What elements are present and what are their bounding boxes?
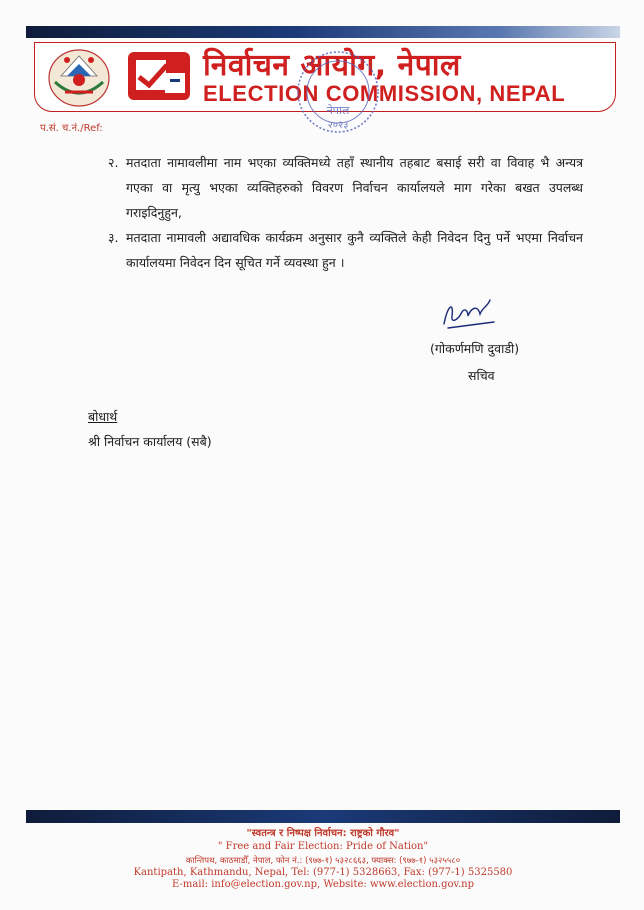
official-seal-stamp xyxy=(290,44,386,140)
footer-motto-english: " Free and Fair Election: Pride of Nation" xyxy=(217,841,429,852)
list-item-number: ३. xyxy=(108,230,119,245)
list-item-number: २. xyxy=(108,155,119,170)
footer-contact: E-mail: info@election.gov.np, Website: www.election.gov.np xyxy=(171,879,475,890)
cc-recipient: श्री निर्वाचन कार्यालय (सबै) xyxy=(88,434,212,449)
signatory-title: सचिव xyxy=(468,368,495,383)
list-item xyxy=(108,225,583,275)
handwritten-signature xyxy=(438,294,498,334)
cc-heading: बोधार्थ xyxy=(88,409,118,424)
letter-footer xyxy=(26,827,620,891)
footer-bar xyxy=(26,810,620,823)
stamp-text: नेपाल xyxy=(326,104,350,117)
instruction-list xyxy=(108,150,583,275)
stamp-year: २०२३ xyxy=(327,120,349,131)
footer-address-nepali: कान्तिपथ, काठमाडौँ, नेपाल, फोन नं.: (९७७-१) ५३२८६६३, फ्याक्स: (९७७-१) ५३२५५८० xyxy=(185,856,461,866)
reference-number-label: प.सं. च.नं./Ref: xyxy=(40,123,103,134)
commission-title-english: ELECTION COMMISSION, NEPAL xyxy=(203,81,566,106)
signatory-name: (गोकर्णमणि दुवाडी) xyxy=(430,341,520,356)
footer-motto-nepali: "स्वतन्त्र र निष्पक्ष निर्वाचन: राष्ट्रको गौरव" xyxy=(246,828,400,839)
commission-title-nepali: निर्वाचन आयोग, नेपाल xyxy=(203,48,461,83)
list-item-text: मतदाता नामावलीमा नाम भएका व्यक्तिमध्ये तहाँ स्थानीय तहबाट बसाई सरी वा विवाह भै अन्यत्र गएका वा मृत्यु भएका व्यक्तिहरुको विवरण निर्वाचन कार्यालयले माग गरेका बखत उपलब्ध गराइदिनुहुन, xyxy=(126,155,583,220)
nepal-emblem-icon xyxy=(47,46,111,108)
list-item xyxy=(108,150,583,225)
footer-address-english: Kantipath, Kathmandu, Nepal, Tel: (977-1) 5328663, Fax: (977-1) 5325580 xyxy=(133,867,513,878)
header-bar xyxy=(26,26,620,38)
list-item-text: मतदाता नामावली अद्यावधिक कार्यक्रम अनुसार कुनै व्यक्तिले केही निवेदन दिनु पर्ने भएमा निर्वाचन कार्यालयमा निवेदन दिन सूचित गर्ने व्यवस्था हुन । xyxy=(126,230,583,270)
election-commission-logo-icon xyxy=(127,51,191,101)
